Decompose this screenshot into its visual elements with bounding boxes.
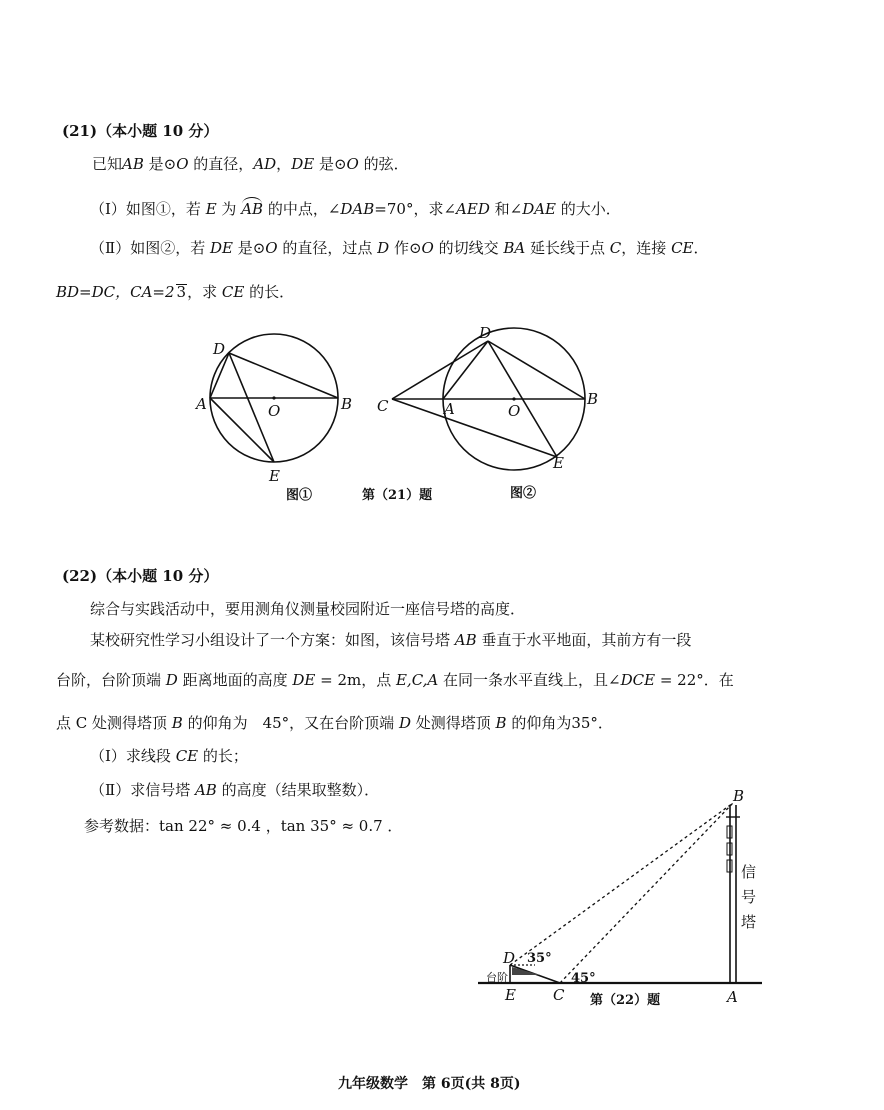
fig1-label-e: E: [269, 467, 280, 485]
fig22-step-label: 台阶: [486, 971, 508, 984]
sight-line-db: [510, 803, 733, 965]
fig22-caption: 第（22）题: [590, 993, 661, 1008]
q22-line3: 台阶，台阶顶端 D 距离地面的高度 DE = 2m，点 E,C,A 在同一条水平直线上，且∠DCE = 22°．在: [56, 671, 734, 689]
fig22-label-b: B: [733, 787, 745, 805]
fig22-label-d: D: [503, 949, 516, 967]
fig2-caption: 图②: [510, 486, 537, 501]
q21-header: (21)（本小题 10 分）: [62, 122, 219, 140]
fig2-label-a: A: [444, 400, 455, 418]
q22-part2: （Ⅱ）求信号塔 AB 的高度（结果取整数）．: [90, 781, 380, 799]
sqrt-radicand: 3: [176, 283, 187, 301]
q22-line2: 某校研究性学习小组设计了一个方案：如图，该信号塔 AB 垂直于水平地面，其前方有一段: [90, 631, 692, 649]
fig22-angle-45: 45°: [571, 971, 596, 986]
fig2-label-d: D: [479, 324, 492, 342]
q21-condition: BD=DC，CA=2 3，求 CE 的长．: [56, 283, 295, 301]
fig2-label-b: B: [587, 390, 599, 408]
fig1-label-a: A: [196, 395, 207, 413]
fig2-label-o: O: [508, 402, 521, 420]
fig1-label-d: D: [213, 340, 226, 358]
tower-label-3: 塔: [741, 913, 757, 931]
fig21-caption: 第（21）题: [362, 488, 433, 503]
fig1-label-b: B: [341, 395, 353, 413]
q22-reference-data: 参考数据：tan 22° ≈ 0.4 ，tan 35° ≈ 0.7 ．: [84, 817, 403, 835]
q22-line4: 点 C 处测得塔顶 B 的仰角为 45°，又在台阶顶端 D 处测得塔顶 B 的仰角为35°．: [56, 714, 613, 732]
fig22-label-c: C: [553, 986, 565, 1004]
fig22-label-e: E: [505, 986, 516, 1004]
q22-header: (22)（本小题 10 分）: [62, 567, 219, 585]
q21-intro: 已知AB 是⊙O 的直径，AD，DE 是⊙O 的弦．: [92, 155, 409, 173]
fig2-label-c: C: [377, 397, 389, 415]
page-footer: 九年级数学 第 6页(共 8页): [338, 1076, 521, 1092]
fig22-angle-35: 35°: [527, 951, 552, 966]
fig2-label-e: E: [553, 454, 564, 472]
tower-label-1: 信: [741, 863, 757, 881]
q22-part1: （Ⅰ）求线段 CE 的长；: [90, 747, 248, 765]
q22-line1: 综合与实践活动中，要用测角仪测量校园附近一座信号塔的高度．: [90, 600, 526, 618]
fig1-caption: 图①: [286, 488, 313, 503]
arc-ab: AB: [241, 200, 264, 218]
sight-line-cb: [560, 803, 733, 983]
tower-label-2: 号: [741, 888, 757, 906]
fig1-label-o: O: [268, 402, 281, 420]
fig22-label-a: A: [727, 988, 738, 1006]
q21-part1: （Ⅰ）如图①，若 E 为 AB 的中点，∠DAB=70°，求∠AED 和∠DAE 的大小．: [90, 200, 621, 218]
q21-part2: （Ⅱ）如图②，若 DE 是⊙O 的直径，过点 D 作⊙O 的切线交 BA 延长线于点 C，连接 CE．: [90, 239, 709, 257]
